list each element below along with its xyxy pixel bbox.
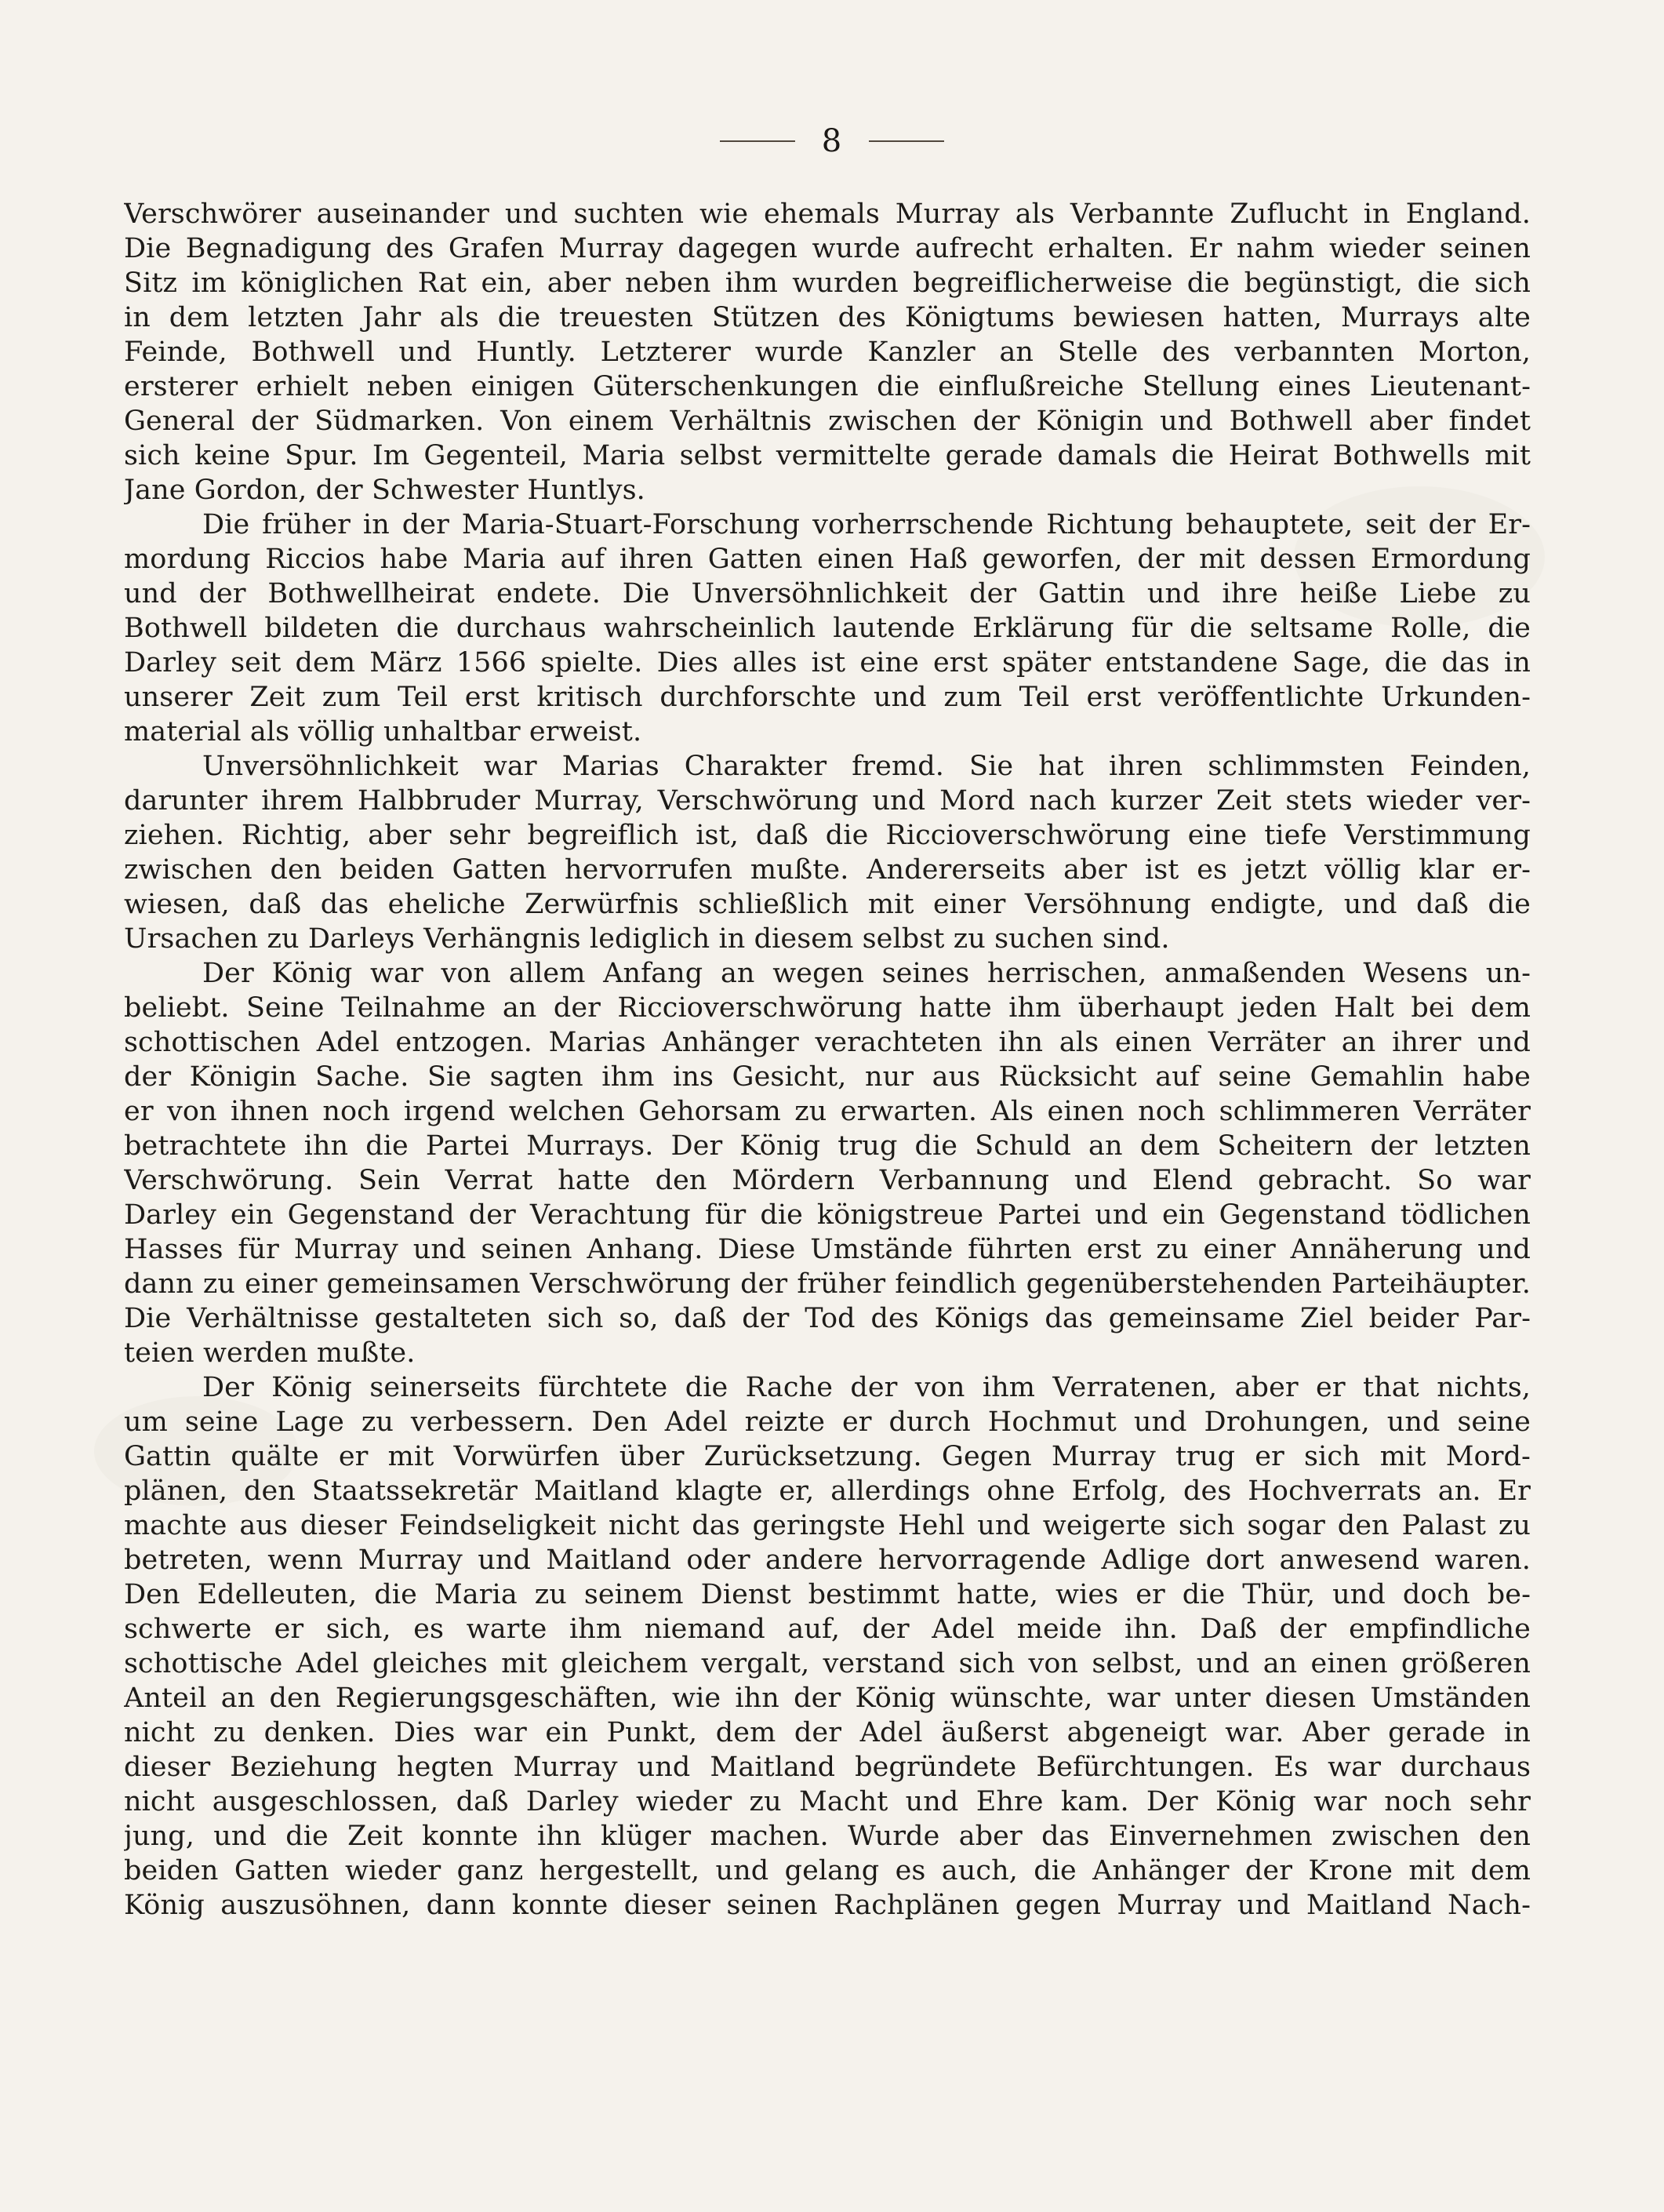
text-line: darunter ihrem Halbbruder Murray, Verschwörung und Mord nach kurzer Zeit stets wieder ver- — [124, 785, 1531, 817]
text-line: sich keine Spur. Im Gegenteil, Maria selbst vermittelte gerade damals die Heirat Bothwells mit — [124, 440, 1531, 471]
text-line: Verschwörer auseinander und suchten wie ehemals Murray als Verbannte Zuflucht in England. — [124, 198, 1531, 230]
text-line: schottischen Adel entzogen. Marias Anhänger verachteten ihn als einen Verräter an ihrer und — [124, 1027, 1531, 1058]
text-line: beiden Gatten wieder ganz hergestellt, und gelang es auch, die Anhänger der Krone mit dem — [124, 1855, 1531, 1886]
text-line: nicht zu denken. Dies war ein Punkt, dem der Adel äußerst abgeneigt war. Aber gerade in — [124, 1717, 1531, 1748]
text-line: Ursachen zu Darleys Verhängnis lediglich in diesem selbst zu suchen sind. — [124, 923, 1170, 955]
text-line: beliebt. Seine Teilnahme an der Riccioverschwörung hatte ihm überhaupt jeden Halt bei dem — [124, 992, 1531, 1024]
text-line: plänen, den Staatssekretär Maitland klagte er, allerdings ohne Erfolg, des Hochverrats an. Er — [124, 1475, 1531, 1507]
text-line: Anteil an den Regierungsgeschäften, wie ihn der König wünschte, war unter diesen Umständen — [124, 1683, 1531, 1714]
text-line: Der König war von allem Anfang an wegen seines herrischen, anmaßenden Wesens un- — [202, 958, 1531, 989]
text-line: Verschwörung. Sein Verrat hatte den Mördern Verbannung und Elend gebracht. So war — [124, 1165, 1531, 1196]
text-line: machte aus dieser Feindseligkeit nicht das geringste Hehl und weigerte sich sogar den Palast zu — [124, 1510, 1531, 1541]
text-line: Darley seit dem März 1566 spielte. Dies alles ist eine erst später entstandene Sage, die das in — [124, 647, 1531, 679]
text-line: nicht ausgeschlossen, daß Darley wieder zu Macht und Ehre kam. Der König war noch sehr — [124, 1786, 1531, 1817]
page-number: 8 — [821, 123, 843, 159]
text-line: dieser Beziehung hegten Murray und Maitland begründete Befürchtungen. Es war durchaus — [124, 1752, 1531, 1783]
text-line: Die Begnadigung des Grafen Murray dagegen wurde aufrecht erhalten. Er nahm wieder seinen — [124, 233, 1531, 264]
text-line: Der König seinerseits fürchtete die Rache der von ihm Verratenen, aber er that nichts, — [202, 1372, 1531, 1403]
text-line: Jane Gordon, der Schwester Huntlys. — [124, 475, 645, 506]
body-text — [124, 197, 1531, 1993]
text-line: in dem letzten Jahr als die treuesten Stützen des Königtums bewiesen hatten, Murrays alte — [124, 302, 1531, 333]
text-line: Darley ein Gegenstand der Verachtung für die königstreue Partei und ein Gegenstand tödlichen — [124, 1199, 1531, 1231]
text-line: Gattin quälte er mit Vorwürfen über Zurücksetzung. Gegen Murray trug er sich mit Mord- — [124, 1441, 1531, 1472]
text-line: mordung Riccios habe Maria auf ihren Gatten einen Haß geworfen, der mit dessen Ermordung — [124, 544, 1531, 575]
text-line: der Königin Sache. Sie sagten ihm ins Gesicht, nur aus Rücksicht auf seine Gemahlin habe — [124, 1061, 1531, 1093]
text-line: dann zu einer gemeinsamen Verschwörung der früher feindlich gegenüberstehenden Parteihäupter. — [124, 1268, 1531, 1300]
text-line: schwerte er sich, es warte ihm niemand auf, der Adel meide ihn. Daß der empfindliche — [124, 1614, 1531, 1645]
text-line: General der Südmarken. Von einem Verhältnis zwischen der Königin und Bothwell aber findet — [124, 406, 1531, 437]
text-line: teien werden mußte. — [124, 1337, 416, 1369]
text-line: ersterer erhielt neben einigen Güterschenkungen die einflußreiche Stellung eines Lieutenant- — [124, 371, 1531, 402]
text-line: und der Bothwellheirat endete. Die Unversöhnlichkeit der Gattin und ihre heiße Liebe zu — [124, 578, 1531, 609]
text-line: jung, und die Zeit konnte ihn klüger machen. Wurde aber das Einvernehmen zwischen den — [124, 1821, 1531, 1852]
text-line: Feinde, Bothwell und Huntly. Letzterer wurde Kanzler an Stelle des verbannten Morton, — [124, 337, 1531, 368]
text-line: Sitz im königlichen Rat ein, aber neben ihm wurden begreiflicherweise die begünstigt, die sich — [124, 267, 1531, 299]
text-line: ziehen. Richtig, aber sehr begreiflich ist, daß die Riccioverschwörung eine tiefe Verstimmung — [124, 820, 1531, 851]
text-line: Hasses für Murray und seinen Anhang. Diese Umstände führten erst zu einer Annäherung und — [124, 1234, 1531, 1265]
page-header — [0, 118, 1664, 165]
text-line: zwischen den beiden Gatten hervorrufen mußte. Andererseits aber ist es jetzt völlig klar er- — [124, 854, 1531, 886]
text-line: Den Edelleuten, die Maria zu seinem Dienst bestimmt hatte, wies er die Thür, und doch be- — [124, 1579, 1531, 1610]
text-line: um seine Lage zu verbessern. Den Adel reizte er durch Hochmut und Drohungen, und seine — [124, 1406, 1531, 1438]
text-line: betrachtete ihn die Partei Murrays. Der König trug die Schuld an dem Scheitern der letzten — [124, 1130, 1531, 1162]
text-line: schottische Adel gleiches mit gleichem vergalt, verstand sich von selbst, und an einen größeren — [124, 1648, 1531, 1679]
text-line: Die früher in der Maria-Stuart-Forschung vorherrschende Richtung behauptete, seit der Er- — [202, 509, 1531, 540]
text-line: er von ihnen noch irgend welchen Gehorsam zu erwarten. Als einen noch schlimmeren Verräter — [124, 1096, 1531, 1127]
text-line: unserer Zeit zum Teil erst kritisch durchforschte und zum Teil erst veröffentlichte Urkunden- — [124, 682, 1531, 713]
text-line: Bothwell bildeten die durchaus wahrscheinlich lautende Erklärung für die seltsame Rolle, die — [124, 613, 1531, 644]
header-rule-right — [869, 140, 944, 142]
text-line: Die Verhältnisse gestalteten sich so, daß der Tod des Königs das gemeinsame Ziel beider Par- — [124, 1303, 1531, 1334]
text-line: material als völlig unhaltbar erweist. — [124, 716, 642, 748]
text-line: wiesen, daß das eheliche Zerwürfnis schließlich mit einer Versöhnung endigte, und daß die — [124, 889, 1531, 920]
text-line: Unversöhnlichkeit war Marias Charakter fremd. Sie hat ihren schlimmsten Feinden, — [202, 751, 1531, 782]
text-line: betreten, wenn Murray und Maitland oder andere hervorragende Adlige dort anwesend waren. — [124, 1544, 1531, 1576]
text-line: König auszusöhnen, dann konnte dieser seinen Rachplänen gegen Murray und Maitland Nach- — [124, 1890, 1531, 1921]
header-rule-left — [720, 140, 795, 142]
